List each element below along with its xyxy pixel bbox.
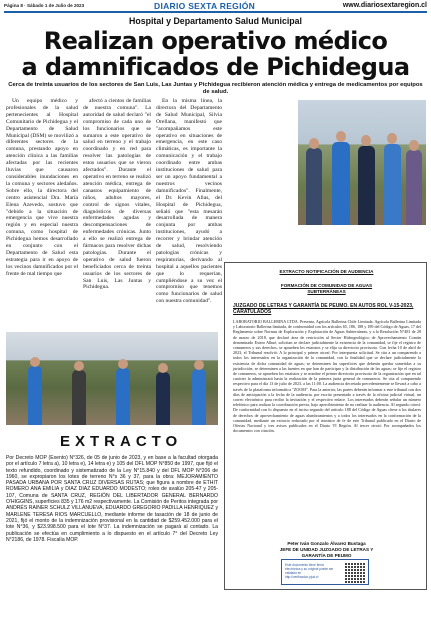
column-2-text: afectó a cientos de familias de nuestra comuna". La autoridad de salud declaró "el compromiso de cada uno de los funcionarios que se sumaron a este operativo de salud en terreno y el trabajo coordinado y en red para resolver las patologías de estos usuarios que se vieron afectados". Durante el operativo en terreno se realizó atención médica, entrega de canastos equipamiento de niños, adultos mayores, control de signos vitales, diagnósticos de diversas enfermedades agudas y descompensaciones de enfermedades crónicas. Junto a ello se realizó entrega de fármacos para resolver dichas patologías. Durante el operativo de salud fueron beneficiados cerca de treinta usuarios de los sectores de San Luis, Las Juntas y Pichidegua. [83,98,151,291]
notice-signer-title-1: JEFE DE UNIDAD JUZGADO DE LETRAS Y [279,547,374,552]
article-lead: Cerca de treinta usuarios de los sectores de San Luis, Las Juntas y Pichidegua recibieron atención médica y entrega de medicamentos por equipos de salud. [8,82,423,95]
notice-signature [225,541,428,559]
photo-person [192,369,206,425]
photo-person-head [74,361,84,371]
photo-person-head [30,357,40,367]
electronic-signature-stamp [281,559,369,585]
article-column-1 [6,98,78,278]
photo-person-head [158,363,168,373]
column-1-text: Un equipo médico y profesionales de la salud pertenecientes al Hospital Comunitario de Pichidegua y el Departamento de Salud Municipal (DSM) se movilizó a diferentes sectores de la comuna, prestando apoyo en atención clínica a las familias afectadas por las recientes lluvias que causaron considerables inundaciones en la comuna y sectores aledaños. Sobre ello, la directora del centro asistencial Dra. María Elena Azevedo, sostuvo que "debido a la situación de emergencia que vive nuestra región y en especial nuestra comuna, como hospital de Pichidegua hemos desarrollado en conjunto con el Departamento de Salud esta estrategia para ir en apoyo de los vecinos damnificados por el frente de mal tiempo que [6,98,78,277]
page-header [4,2,427,13]
notice-signer-title-2: GARANTÍA DE PEUMO [301,553,352,558]
section-name: DIARIO SEXTA REGIÓN [154,1,256,11]
article-column-3 [156,98,222,305]
site-link[interactable]: www.diariosextaregion.cl [342,2,427,9]
photo-person [28,366,42,425]
photo-person [332,142,350,225]
photo-person [384,144,401,225]
notice-signer: Peter Iván Gonzalo Álvarez Bustaga [287,541,366,546]
photo-person [116,368,130,425]
photo-person-head [194,360,204,370]
notice-title: EXTRACTO NOTIFICACIÓN DE AUDIENCIA [279,269,374,274]
photo-person [72,370,86,425]
extract-body: Por Decreto MOP (Exento) N°326, de 05 de junio de 2023, y en base a la facultad otorgada por el artículo 7 letra a), 10 letra e), 14 letra e) y 105 del DFL MOP N°850 de 1997, que fijó el texto refundido, coordinado y sistematizado de la Ley N°15.840 y del DFL MOP N°206 de 1960, se expropiaron los lotes de terreno N°s 36 y 37, para la obra: MEJORAMIENTO PASADA URBANA POR SANTA CRUZ DIVERSAS RUTAS; que figura a nombre de ETHIT ROMERO ANA EMILIA y DIAZ DIAZ EDUARDO MODESTO; roles de avalúo 205-47 y 205-107, Comuna de SANTA CRUZ, REGIÓN DEL LIBERTADOR GENERAL BERNARDO O'HIGGINS, superficies 835 y 176 m2 respectivamente. La Comisión de Peritos integrada por ANDRÉS RAINER SCHULZ VILLANUEVA, EDUARDO GREGORIO PADILLA HENRIQUEZ y MARLENE TERESA RIOS MARCUELLO, mediante informe de tasación de 18 de junio de 2021, fijó el monto de la indemnización provisional en la cantidad de $259.452.000 para el lote N°36, y $23.998.500 para el lote N°37. La indemnización se pagará al contado. La publicación se efectúa en cumplimiento a lo dispuesto en el artículo 7° del Decreto Ley N°2186, de 1978. Fiscalía MOP. [6,455,218,543]
column-3-text: En la misma línea, la directora del Departamento de Salud Municipal, Silvia Orellana, manifestó que "acompañamos este operativo en situaciones de emergencia, en este caso climáticas, es importante la comunicación y el trabajo coordinado entre ambas instituciones de salud para ser un apoyo fundamental a nuestros vecinos damnificados". Finalmente, el Dr. Kevin Allas, del Hospital de Pichidegua, señaló que "esta mesarán desarrollada de manera conjunta por ambas instituciones, ayudó a recorrer y brindar atención de salud, resolviendo patologías crónicas y respiratorias, derivando al hospital a aquellos pacientes que lo requerían, cumpliéndose a su vez el compromiso que tenemos como funcionarios de salud con nuestra comunidad". [156,98,222,305]
article-photo-field [6,332,218,425]
page-date: Página 8 · Sábado 1 de Julio de 2023 [4,3,85,8]
stamp-text: Este documento tiene firma electrónica y su original puede ser validado en http://verificadoc.pjud.cl [285,563,334,579]
photo-person-head [118,359,128,369]
article-column-2 [83,98,151,291]
photo-person-head [336,131,346,142]
notice-subtitle-line-2: SUBTERRÁNEAS [307,288,346,294]
headline-line-1: Realizan operativo médico [43,27,388,55]
article-kicker: Hospital y Departamento Salud Municipal [128,16,303,26]
notice-subtitle-line-1: FORMACIÓN DE COMUNIDAD DE AGUAS [280,283,373,288]
legal-notice-box [224,262,427,590]
article-photo-team [298,100,426,225]
notice-court-line: JUZGADO DE LETRAS Y GARANTÍA DE PEUMO. EN AUTOS ROL V-15-2023, CARATULADOS [233,303,414,315]
photo-person-head [387,133,397,144]
photo-person [358,146,375,225]
extract-title: EXTRACTO [60,433,183,450]
photo-person [306,148,322,225]
notice-subtitle [225,283,428,294]
photo-person [406,150,422,225]
notice-body: LABORATORIO BALLERINA LTDA. Presenta, Agrícola Ballerina Chile Limitada, Agrícola Ballerina Limitada y Laboratorio Ballerina limitada, de conformidad con los artículos 65, 186, 188 y 189 del Código de Aguas, 17 del Reglamento sobre Normas de Exploración y Explotación de Aguas Subterráneas, y a la Resolución N°481 de 28 de marzo de 2018, que declaró área de restricción al Sector Hidrogeológico de Aprovechamiento Común denominado Estero Alhué, solicitan se declare judicialmente la existencia de la comunidad, se fije el registro de comuneros y sus derechos, se aprueben los estatutos y se elija su directorio provisorio. Con fecha 10 de abril de 2023, el Tribunal resolvió: A lo principal y primer otrosí: Por interpuesta solicitud. Se cita a un comparendo a todos los interesados en la organización de la comunidad, con la finalidad que se declare judicialmente la existencia de dicha comunidad de aguas; se determinen las superficies que deberán quedar sometidas a su jurisdicción; se determinen a las fuentes en que han de participar y la distribución de las aguas; se fije el registro de comuneros, se aprueben los estatutos y se nombre el primer directorio provisorio de la organización que en tal carácter la administrará hasta la realización de la primera junta general de comuneros. Se cita al comparendo respectivo para el día 13 de julio de 2023, a las 11:00. La audiencia decretada precedentemente se llevará a cabo a través de la plataforma informática "ZOOM". Para la anterior, las partes deberán informar a este tribunal con dos días de anticipación a la fecha de la audiencia, por escrito presentado a través de la oficina judicial virtual, un correo electrónico para recibir la invitación y el respectivo enlace. Los interesados deberán señalar un número telefónico para realizar la coordinación previa, bajo apercibimiento de no realizar la audiencia. Al segundo otrosí: De conformidad con lo dispuesto en el inciso segundo del artículo 188 del Código de Aguas cítese a los titulares de derechos de aprovechamiento de aguas alumbramientos y a todos los interesados en la conformación de la comunidad, mediante un extracto redactado por el ministro de fe de este Tribunal publicado en el Diario de Ofertas Nacional y tres avisos publicados en el Diario VI Región. Al tercer otrosí: Por acompañados los documentos con citación. [233,319,421,434]
photo-person-head [361,135,371,146]
photo-person-head [409,140,419,151]
qr-code-overlay [345,563,365,583]
photo-person-head [309,138,319,149]
photo-person [156,372,170,425]
headline-line-2: a damnificados de Pichidegua [21,53,410,81]
article-headline [0,28,431,80]
